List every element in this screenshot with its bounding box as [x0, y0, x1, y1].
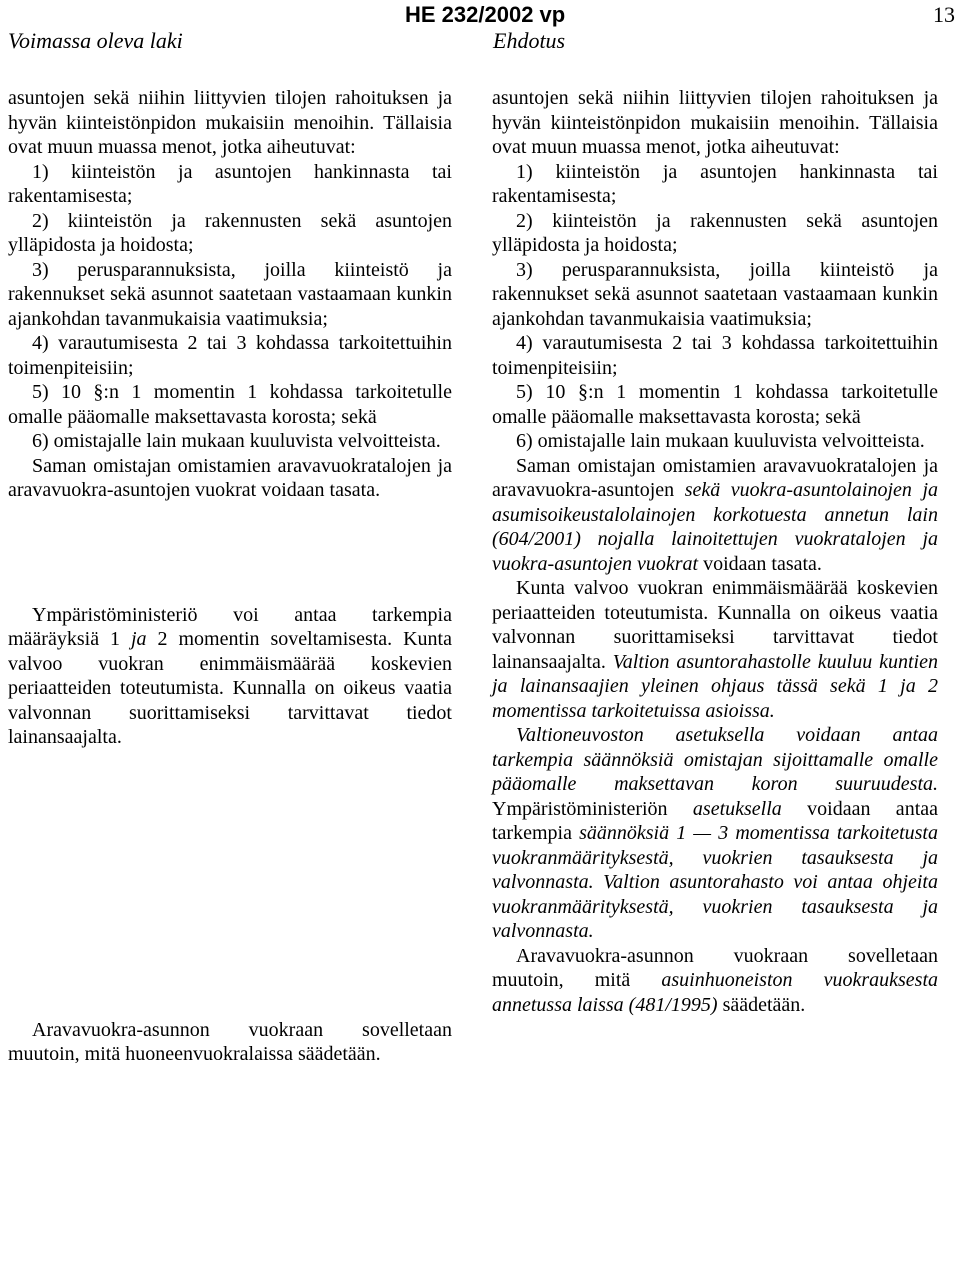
right-decree-text-c: asetuksella [692, 797, 782, 820]
left-item-5: 5) 10 §:n 1 momentin 1 kohdassa tarkoitetulle omalle pääomalle maksettavasta korosta; sekä [8, 381, 452, 428]
page-header [0, 0, 960, 60]
right-tenancy-text-c: säädetään. [717, 993, 806, 1016]
left-item-1: 1) kiinteistön ja asuntojen hankinnasta tai rakentamisesta; [8, 160, 452, 207]
right-tenancy-text-b: asuinhuoneiston vuokrauksesta annetussa laissa (481/1995) [492, 969, 939, 1016]
right-item-5: 5) 10 §:n 1 momentin 1 kohdassa tarkoitetulle omalle pääomalle maksettavasta korosta; sekä [492, 381, 938, 428]
right-paragraph-supervision [492, 576, 938, 723]
right-item-2: 2) kiinteistön ja rakennusten sekä asuntojen ylläpidosta ja hoidosta; [492, 209, 938, 256]
header-current-law: Voimassa oleva laki [8, 28, 183, 53]
right-decree-text-b: Ympäristöministeriön [492, 797, 693, 820]
right-column-proposal [492, 86, 938, 1017]
left-item-6: 6) omistajalle lain mukaan kuuluvista velvoitteista. [32, 430, 441, 452]
left-paragraph-tenancy: Aravavuokra-asunnon vuokraan sovelletaan muutoin, mitä huoneenvuokralaissa säädetään. [8, 1018, 452, 1065]
right-tenancy-text-a: Aravavuokra-asunnon vuokraan sovelletaan muutoin, mitä [492, 944, 938, 991]
right-paragraph-1: asuntojen sekä niihin liittyvien tilojen rahoituksen ja hyvän kiinteistönpidon mukaisiin menoihin. Tällaisia ovat muun muassa menot, jotka aiheutuvat: [492, 87, 938, 158]
right-decree-text-d: voidaan antaa tarkempia [492, 797, 938, 844]
right-paragraph-tenancy [492, 944, 938, 1018]
right-item-3: 3) perusparannuksista, joilla kiinteistö ja rakennukset sekä asunnot saatetaan vastaamaan kunkin ajankohdan tavanmukaisia vaatimuksia; [492, 258, 938, 330]
left-item-4: 4) varautumisesta 2 tai 3 kohdassa tarkoitettuihin toimenpiteisiin; [8, 332, 452, 379]
right-paragraph-equalization [492, 454, 938, 577]
right-equalization-text-b: sekä vuokra-asuntolainojen ja asumisoikeustalolainojen korkotuesta annetun lain (604/2001) nojalla lainoitettujen vuokratalojen ja vuokra-asuntojen vuokrat [492, 479, 938, 575]
left-ministry-text-a: Ympäristöministeriö voi antaa tarkempia määräyksiä 1 [8, 603, 452, 650]
left-paragraph-1: asuntojen sekä niihin liittyvien tilojen rahoituksen ja hyvän kiinteistönpidon mukaisiin menoihin. Tällaisia ovat muun muassa menot, jotka aiheutuvat: [8, 87, 452, 158]
left-ministry-text-c: 2 momentin soveltamisesta. Kunta valvoo vuokran enimmäismäärää koskevien periaatteiden toteutumista. Kunnalla on oikeus vaatia valvonnan suorittamiseksi tarvittavat tiedot lainansaajalta. [8, 628, 452, 748]
right-supervision-text-b: Valtion asuntorahastolle kuuluu kuntien ja lainansaajien yleinen ohjaus tässä sekä 1 ja 2 momentissa tarkoitetuissa asioissa. [492, 650, 938, 722]
right-decree-text-e: säännöksiä 1 — 3 momentissa tarkoitetusta vuokranmäärityksestä, vuokrien tasauksesta ja valvonnasta. Valtion asuntorahasto voi antaa ohjeita vuokranmäärityksestä, vuokrien tasauksesta ja valvonnasta. [492, 822, 938, 942]
right-paragraph-decree [492, 723, 938, 944]
left-paragraph-equalization: Saman omistajan omistamien aravavuokratalojen ja aravavuokra-asuntojen vuokrat voidaan tasata. [8, 454, 452, 501]
right-decree-text-a: Valtioneuvoston asetuksella voidaan antaa tarkempia säännöksiä omistajan sijoittamalle omalle pääomalle maksettavan koron suuruudesta. [492, 724, 938, 795]
right-equalization-text-a: Saman omistajan omistamien aravavuokratalojen ja aravavuokra-asuntojen [492, 454, 938, 501]
page-number: 13 [933, 2, 955, 27]
right-item-6: 6) omistajalle lain mukaan kuuluvista velvoitteista. [516, 430, 925, 452]
right-item-4: 4) varautumisesta 2 tai 3 kohdassa tarkoitettuihin toimenpiteisiin; [492, 332, 938, 379]
left-column-current-law [8, 86, 452, 1067]
right-supervision-text-a: Kunta valvoo vuokran enimmäismäärää koskevien periaatteiden toteutumista. Kunnalla on oikeus vaatia valvonnan suorittamiseksi tarvittavat tiedot lainansaajalta. [492, 577, 938, 673]
header-document-id: HE 232/2002 vp [405, 2, 566, 27]
header-proposal: Ehdotus [493, 28, 566, 53]
left-item-3: 3) perusparannuksista, joilla kiinteistö ja rakennukset sekä asunnot saatetaan vastaamaan kunkin ajankohdan tavanmukaisia vaatimuksia; [8, 258, 452, 330]
right-equalization-text-c: voidaan tasata. [698, 552, 822, 575]
left-item-2: 2) kiinteistön ja rakennusten sekä asuntojen ylläpidosta ja hoidosta; [8, 209, 452, 256]
left-paragraph-ministry [8, 603, 452, 750]
right-item-1: 1) kiinteistön ja asuntojen hankinnasta tai rakentamisesta; [492, 160, 938, 207]
left-ministry-text-b: ja [130, 628, 147, 650]
